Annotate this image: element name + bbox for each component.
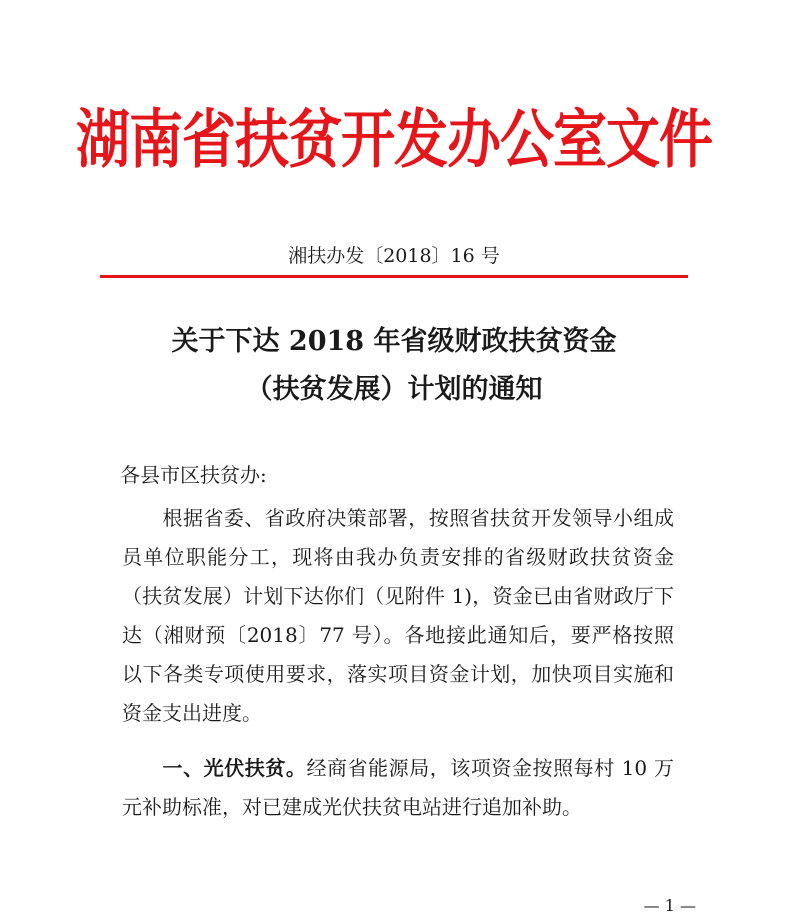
salutation: 各县市区扶贫办: xyxy=(120,463,267,487)
body-paragraph-1 xyxy=(122,499,674,733)
notice-title-line-2: （扶贫发展）计划的通知 xyxy=(245,374,543,405)
body-paragraph-2 xyxy=(122,749,674,827)
section-heading-photovoltaic: 一、光伏扶贫。 xyxy=(162,756,307,780)
body-paragraph-2-text: 经商省能源局，该项资金按照每村 10 万元补助标准，对已建成光伏扶贫电站进行追加补助。 xyxy=(122,756,675,819)
red-divider-line xyxy=(100,275,688,278)
document-number: 湘扶办发〔2018〕16 号 xyxy=(288,245,500,267)
body-paragraph-1-text: 根据省委、省政府决策部署，按照省扶贫开发领导小组成员单位职能分工，现将由我办负责安排的省级财政扶贫资金（扶贫发展）计划下达你们（见附件 1)，资金已由省财政厅下达（湘财预〔2018〕77 号）。各地接此通知后，要严格按照以下各类专项使用要求，落实项目资金计划，加快项目实施和资金支出进度。 xyxy=(122,506,674,725)
org-header-title: 湖南省扶贫开发办公室文件 xyxy=(76,101,712,177)
notice-title-line-1: 关于下达 2018 年省级财政扶贫资金 xyxy=(171,326,617,357)
page-number: — 1 — xyxy=(643,896,696,915)
